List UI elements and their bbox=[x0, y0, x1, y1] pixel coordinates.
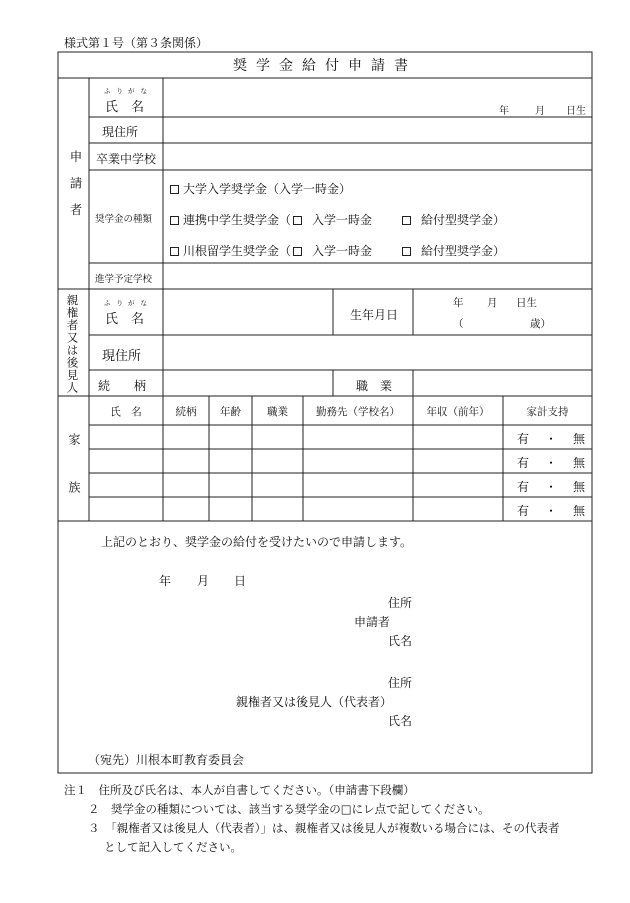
family-support-row-3[interactable]: 有 ・ 無 bbox=[517, 480, 586, 494]
name-ruby-gana: がな bbox=[128, 87, 153, 95]
birth-month: 月 bbox=[535, 106, 545, 117]
family-header-support: 家計支持 bbox=[526, 406, 569, 418]
checkbox-icon[interactable] bbox=[170, 247, 179, 256]
guardian-birth-day: 日生 bbox=[516, 297, 537, 309]
scholarship-option-partner[interactable]: 連携中学生奨学金（ 入学一時金 給付型奨学金） bbox=[170, 211, 505, 228]
family-support-row-4[interactable]: 有 ・ 無 bbox=[517, 504, 586, 518]
guardian-birthdate-label: 生年月日 bbox=[350, 308, 399, 322]
family-header-job: 職業 bbox=[267, 406, 288, 418]
applicant-section-label: 申請者 bbox=[68, 150, 83, 230]
applicant-address-label: 現住所 bbox=[102, 125, 139, 139]
checkbox-icon[interactable] bbox=[402, 216, 411, 225]
scholarship-option-university[interactable]: 大学入学奨学金（入学一時金） bbox=[170, 180, 351, 197]
guardian-age-close: 歳） bbox=[530, 318, 551, 330]
guardian-ruby-fu: ふり bbox=[104, 299, 129, 307]
guardian-ruby-gana: がな bbox=[128, 299, 153, 307]
declaration-year: 年 bbox=[159, 574, 172, 588]
checkbox-icon[interactable] bbox=[293, 247, 302, 256]
checkbox-icon[interactable] bbox=[170, 185, 179, 194]
birth-year: 年 bbox=[499, 106, 509, 117]
applicant-name-label: 氏 名 bbox=[105, 100, 145, 115]
family-header-age: 年齢 bbox=[220, 406, 241, 418]
family-support-row-1[interactable]: 有 ・ 無 bbox=[517, 432, 586, 446]
guardian-sign-label: 親権者又は後見人（代表者） bbox=[236, 695, 393, 709]
graduated-school-label: 卒業中学校 bbox=[96, 152, 157, 166]
applicant-address-sign: 住所 bbox=[388, 596, 413, 610]
guardian-address-label: 現住所 bbox=[102, 349, 142, 364]
guardian-age-open: （ bbox=[453, 318, 464, 330]
note-1: 注１ 住所及び氏名は、本人が自書してください。（申請書下段欄） bbox=[64, 783, 415, 797]
checkbox-icon[interactable] bbox=[293, 216, 302, 225]
note-3-continued: として記入してください。 bbox=[104, 840, 242, 854]
family-section-label: 家族 bbox=[67, 433, 81, 529]
family-support-row-2[interactable]: 有 ・ 無 bbox=[517, 456, 586, 470]
declaration-day: 日 bbox=[234, 574, 247, 588]
guardian-section-label: 親権者又は後見人 bbox=[65, 294, 80, 394]
guardian-job-label: 職 業 bbox=[356, 379, 393, 393]
note-3: ３ 「親権者又は後見人（代表者）」は、親権者又は後見人が複数いる場合には、その代表者 bbox=[88, 821, 560, 835]
checkbox-icon[interactable] bbox=[170, 216, 179, 225]
planned-school-label: 進学予定学校 bbox=[95, 274, 153, 285]
birth-day: 日生 bbox=[566, 106, 586, 117]
family-header-name: 氏 名 bbox=[110, 406, 142, 418]
declaration-month: 月 bbox=[197, 574, 210, 588]
scholarship-type-label: 奨学金の種類 bbox=[95, 214, 153, 225]
guardian-name-label: 氏 名 bbox=[105, 312, 145, 327]
applicant-name-sign: 氏名 bbox=[388, 634, 413, 648]
family-header-income: 年収（前年） bbox=[426, 406, 490, 418]
guardian-birth-month: 月 bbox=[487, 297, 498, 309]
guardian-birth-year: 年 bbox=[453, 297, 464, 309]
form-number-label: 様式第１号（第３条関係） bbox=[64, 36, 209, 50]
name-ruby-fu: ふり bbox=[104, 87, 129, 95]
scholarship-option-study-abroad[interactable]: 川根留学生奨学金（ 入学一時金 給付型奨学金） bbox=[170, 242, 505, 259]
guardian-name-sign: 氏名 bbox=[388, 714, 413, 728]
checkbox-icon[interactable] bbox=[402, 247, 411, 256]
note-2: ２ 奨学金の種類については、該当する奨学金の□にレ点で記してください。 bbox=[88, 802, 490, 816]
family-header-workplace: 勤務先（学校名） bbox=[316, 406, 400, 418]
family-header-relation: 続柄 bbox=[175, 406, 197, 418]
guardian-relation-label: 続 柄 bbox=[98, 379, 147, 393]
addressee: （宛先）川根本町教育委員会 bbox=[88, 753, 245, 767]
declaration-text: 上記のとおり、奨学金の給付を受けたいので申請します。 bbox=[101, 535, 413, 549]
applicant-sign-label: 申請者 bbox=[354, 615, 391, 629]
form-title: 奨学金給付申請書 bbox=[233, 58, 417, 74]
guardian-address-sign: 住所 bbox=[388, 676, 413, 690]
